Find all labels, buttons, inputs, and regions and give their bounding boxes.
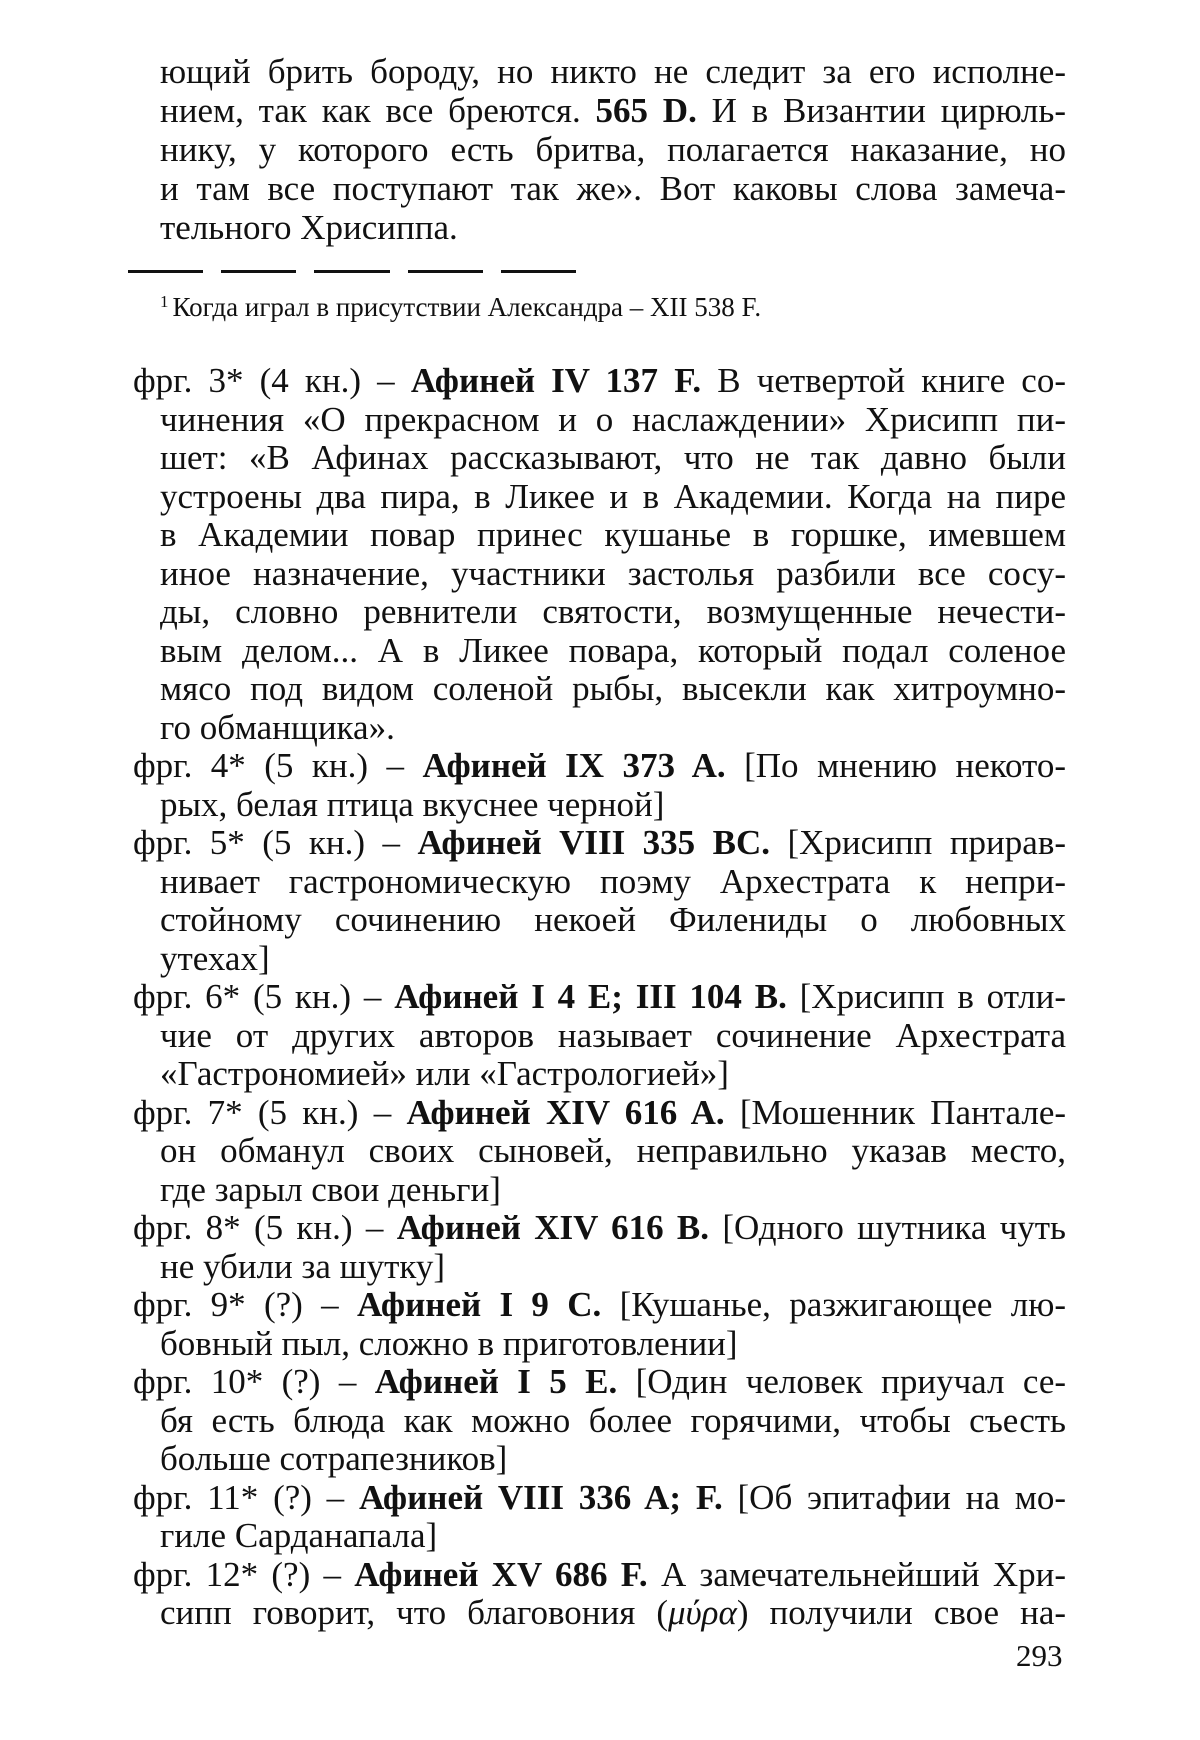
text-line: устроены два пира, в Ликее и в Академии. Когда на пире <box>160 476 1066 516</box>
separator-dash <box>501 270 576 273</box>
fragment-reference: Афиней I 9 C. <box>356 1285 602 1324</box>
fragment-prefix: фрг. 10* (?) – <box>133 1362 357 1401</box>
text-line <box>133 361 1066 401</box>
text-line: го обманщика». <box>160 707 395 747</box>
footnote <box>160 286 761 323</box>
text-line <box>160 1594 1066 1633</box>
text-line: чинения «О прекрасном и о наслаждении» Хрисипп пи- <box>160 399 1066 439</box>
continued-paragraph <box>160 52 1066 247</box>
text-fragment: А замечательнейший Хри- <box>660 1554 1066 1594</box>
text-line: и там все поступают так же». Вот каковы слова замеча- <box>160 169 1066 208</box>
fragment-reference: Афиней XIV 616 A. <box>406 1092 725 1132</box>
fragment-prefix: фрг. 6* (5 кн.) – <box>133 977 382 1016</box>
text-line: рых, белая птица вкуснее черной] <box>160 784 665 824</box>
text-fragment: ) получили свое на- <box>736 1593 1067 1632</box>
fragment-entry-5 <box>133 824 1066 978</box>
text-line: иное назначение, участники застолья разбили все сосу- <box>160 553 1066 593</box>
fragment-prefix: фрг. 4* (5 кн.) – <box>133 746 405 785</box>
text-line: где зарыл свои деньги] <box>160 1169 501 1209</box>
fragment-entry-7 <box>133 1094 1066 1210</box>
text-fragment: [Одного шутника чуть <box>722 1208 1067 1247</box>
text-fragment: нием, так как все бреются. <box>160 91 581 130</box>
text-line: бя есть блюда как можно более горячими, чтобы съесть <box>160 1400 1066 1440</box>
text-fragment: [Об эпитафии на мо- <box>737 1477 1067 1517</box>
text-fragment: [Кушанье, разжигающее лю- <box>619 1285 1067 1324</box>
text-line: в Академии повар принес кушанье в горшке, имевшем <box>160 515 1066 554</box>
fragment-reference: Афиней XIV 616 B. <box>396 1208 709 1247</box>
text-fragment: [По мнению некото- <box>744 746 1067 785</box>
fragment-reference: Афиней VIII 335 BC. <box>417 823 771 862</box>
fragment-reference: Афиней IV 137 F. <box>410 361 702 400</box>
text-line <box>133 1092 1067 1133</box>
fragment-list <box>133 362 1066 1633</box>
fragment-entry-8 <box>133 1209 1066 1286</box>
text-line: нику, у которого есть бритва, полагается наказание, но <box>160 130 1066 169</box>
footnote-separator <box>128 270 576 273</box>
text-line: не убили за шутку] <box>160 1246 446 1286</box>
text-line: он обманул своих сыновей, неправильно указав место, <box>160 1131 1066 1170</box>
text-line: мясо под видом соленой рыбы, высекли как хитроумно- <box>160 669 1066 708</box>
text-line: стойному сочинению некоей Филениды о любовных <box>160 900 1066 939</box>
text-fragment: сипп говорит, что благовония ( <box>160 1593 669 1632</box>
text-line <box>133 1285 1067 1325</box>
text-line: ющий брить бороду, но никто не следит за его исполне- <box>160 52 1066 91</box>
text-line <box>160 91 1066 130</box>
text-line: ды, словно ревнители святости, возмущенные нечести- <box>160 592 1066 631</box>
text-line <box>133 977 1066 1017</box>
text-line: «Гастрономией» или «Гастрологией»] <box>160 1054 729 1093</box>
fragment-prefix: фрг. 3* (4 кн.) – <box>133 361 395 400</box>
text-line <box>133 1208 1067 1248</box>
text-line: утехах] <box>160 938 270 978</box>
text-line <box>133 746 1067 786</box>
fragment-entry-6 <box>133 978 1066 1094</box>
fragment-prefix: фрг. 11* (?) – <box>133 1477 345 1517</box>
fragment-entry-3 <box>133 362 1066 747</box>
text-line <box>133 1554 1066 1595</box>
text-fragment: [Один человек приучал се- <box>635 1362 1067 1401</box>
text-line <box>133 1362 1067 1402</box>
fragment-reference: Афиней VIII 336 A; F. <box>358 1477 723 1517</box>
fragment-entry-11 <box>133 1479 1066 1556</box>
text-line <box>133 1477 1067 1518</box>
fragment-entry-12 <box>133 1556 1066 1633</box>
text-line: нивает гастрономическую поэму Архестрата к непри- <box>160 861 1066 901</box>
fragment-prefix: фрг. 7* (5 кн.) – <box>133 1092 392 1132</box>
separator-dash <box>314 270 389 273</box>
fragment-reference: Афиней I 4 E; III 104 B. <box>394 977 787 1016</box>
fragment-prefix: фрг. 12* (?) – <box>133 1554 342 1594</box>
separator-dash <box>221 270 296 273</box>
separator-dash <box>408 270 483 273</box>
text-fragment: [Хрисипп прирав- <box>787 823 1067 862</box>
text-line: тельного Хрисиппа. <box>160 208 458 247</box>
fragment-entry-9 <box>133 1286 1066 1363</box>
text-line: чие от других авторов называет сочинение Архестрата <box>160 1015 1066 1055</box>
text-fragment: И в Византии цирюль- <box>711 91 1067 130</box>
fragment-entry-4 <box>133 747 1066 824</box>
text-line: шет: «В Афинах рассказывают, что не так давно были <box>160 438 1066 477</box>
fragment-reference: Афиней I 5 E. <box>374 1362 618 1401</box>
text-line: бовный пыл, сложно в приготовлении] <box>160 1323 738 1363</box>
text-line: больше сотрапезников] <box>160 1439 508 1478</box>
text-line <box>133 823 1067 863</box>
page-number: 293 <box>1016 1638 1063 1673</box>
text-line: гиле Сарданапала] <box>160 1516 438 1555</box>
fragment-reference: Афиней XV 686 F. <box>354 1554 648 1594</box>
text-fragment: В четвертой книге со- <box>717 361 1066 400</box>
fragment-prefix: фрг. 5* (5 кн.) – <box>133 823 400 862</box>
fragment-prefix: фрг. 9* (?) – <box>133 1285 339 1324</box>
fragment-prefix: фрг. 8* (5 кн.) – <box>133 1208 384 1247</box>
separator-dash <box>128 270 203 273</box>
text-line: вым делом... А в Ликее повара, который подал соленое <box>160 630 1066 670</box>
text-fragment: [Хрисипп в отли- <box>799 977 1066 1016</box>
text-fragment: [Мошенник Пантале- <box>739 1092 1067 1132</box>
greek-word: μύρα <box>668 1593 737 1632</box>
footnote-marker: 1 <box>160 292 169 311</box>
footnote-text: Когда играл в присутствии Александра – XII 538 F. <box>172 292 762 322</box>
fragment-entry-10 <box>133 1363 1066 1479</box>
fragment-reference: Афиней IX 373 A. <box>422 746 726 785</box>
page-reference: 565 D. <box>595 91 697 130</box>
